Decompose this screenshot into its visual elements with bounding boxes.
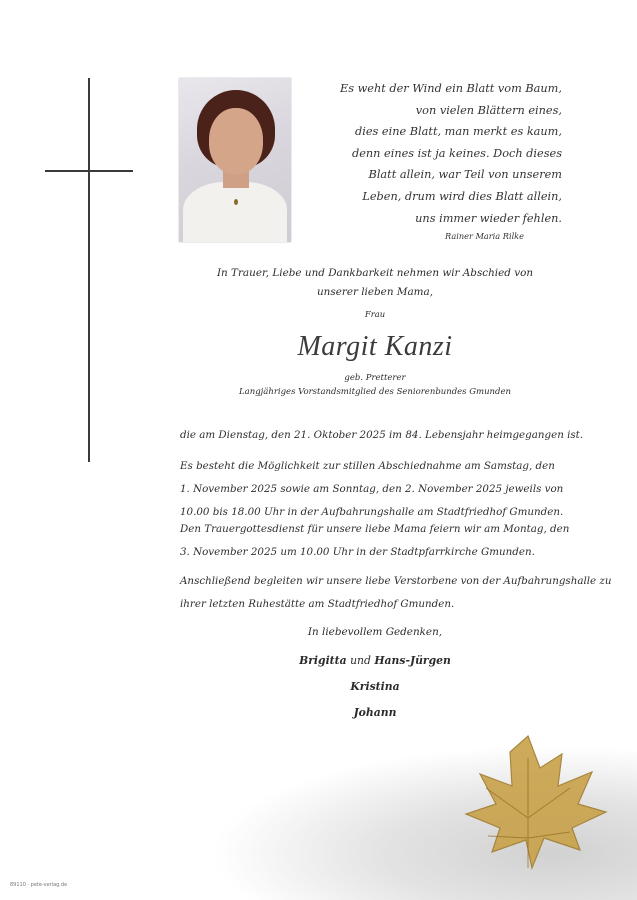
- deceased-role: Langjähriges Vorstandsmitglied des Seniorenbundes Gmunden: [239, 387, 511, 397]
- family-line-1: [180, 654, 570, 667]
- paragraph-death: [180, 424, 584, 447]
- family-name: Johann: [353, 706, 397, 719]
- title-label: Frau: [364, 309, 386, 319]
- poem: [330, 78, 562, 242]
- poem-line: Blatt allein, war Teil von unserem: [368, 168, 562, 182]
- family-line-3: [180, 706, 570, 719]
- paragraph-service: [180, 518, 570, 564]
- poem-line: uns immer wieder fehlen.: [415, 211, 562, 225]
- deceased-name: Margit Kanzi: [297, 331, 453, 362]
- intro-text: [180, 264, 570, 302]
- portrait-photo: [179, 78, 291, 242]
- birth-name: geb. Pretterer: [344, 373, 406, 383]
- paragraph-line: Anschließend begleiten wir unsere liebe Verstorbene von der Aufbahrungshalle zu: [180, 575, 612, 587]
- poem-line: von vielen Blättern eines,: [415, 103, 562, 117]
- family-name: Kristina: [350, 680, 400, 693]
- closing-text: In liebevollem Gedenken,: [307, 626, 443, 638]
- paragraph-line: 3. November 2025 um 10.00 Uhr in der Stadtpfarrkirche Gmunden.: [180, 546, 535, 558]
- poem-line: dies eine Blatt, man merkt es kaum,: [354, 125, 562, 139]
- family-name: Brigitta: [299, 654, 347, 667]
- intro-line-1: In Trauer, Liebe und Dankbarkeit nehmen wir Abschied von: [216, 267, 534, 279]
- paragraph-line: 10.00 bis 18.00 Uhr in der Aufbahrungshalle am Stadtfriedhof Gmunden.: [180, 506, 564, 518]
- cross-vertical-bar: [88, 78, 90, 462]
- maple-leaf-icon: [440, 728, 615, 878]
- poem-author: Rainer Maria Rilke: [445, 231, 524, 242]
- paragraph-line: die am Dienstag, den 21. Oktober 2025 im 84. Lebensjahr heimgegangen ist.: [180, 429, 584, 441]
- paragraph-line: Den Trauergottesdienst für unsere liebe Mama feiern wir am Montag, den: [180, 523, 570, 535]
- imprint-text: 89110 · pete-verlag.de: [10, 882, 68, 888]
- intro-line-2: unserer lieben Mama,: [316, 286, 434, 298]
- cross-horizontal-bar: [45, 170, 133, 172]
- paragraph-burial: [180, 570, 612, 616]
- poem-line: Es weht der Wind ein Blatt vom Baum,: [339, 82, 562, 95]
- family-name: Hans-Jürgen: [374, 654, 451, 667]
- paragraph-viewing: [180, 455, 564, 524]
- paragraph-line: Es besteht die Möglichkeit zur stillen Abschiednahme am Samstag, den: [180, 460, 555, 472]
- poem-line: denn eines ist ja keines. Doch dieses: [351, 146, 562, 160]
- paragraph-line: 1. November 2025 sowie am Sonntag, den 2. November 2025 jeweils von: [180, 483, 564, 495]
- paragraph-line: ihrer letzten Ruhestätte am Stadtfriedhof Gmunden.: [180, 598, 455, 610]
- family-line-2: [180, 680, 570, 693]
- family-connector: und: [350, 654, 371, 667]
- poem-line: Leben, drum wird dies Blatt allein,: [362, 189, 562, 203]
